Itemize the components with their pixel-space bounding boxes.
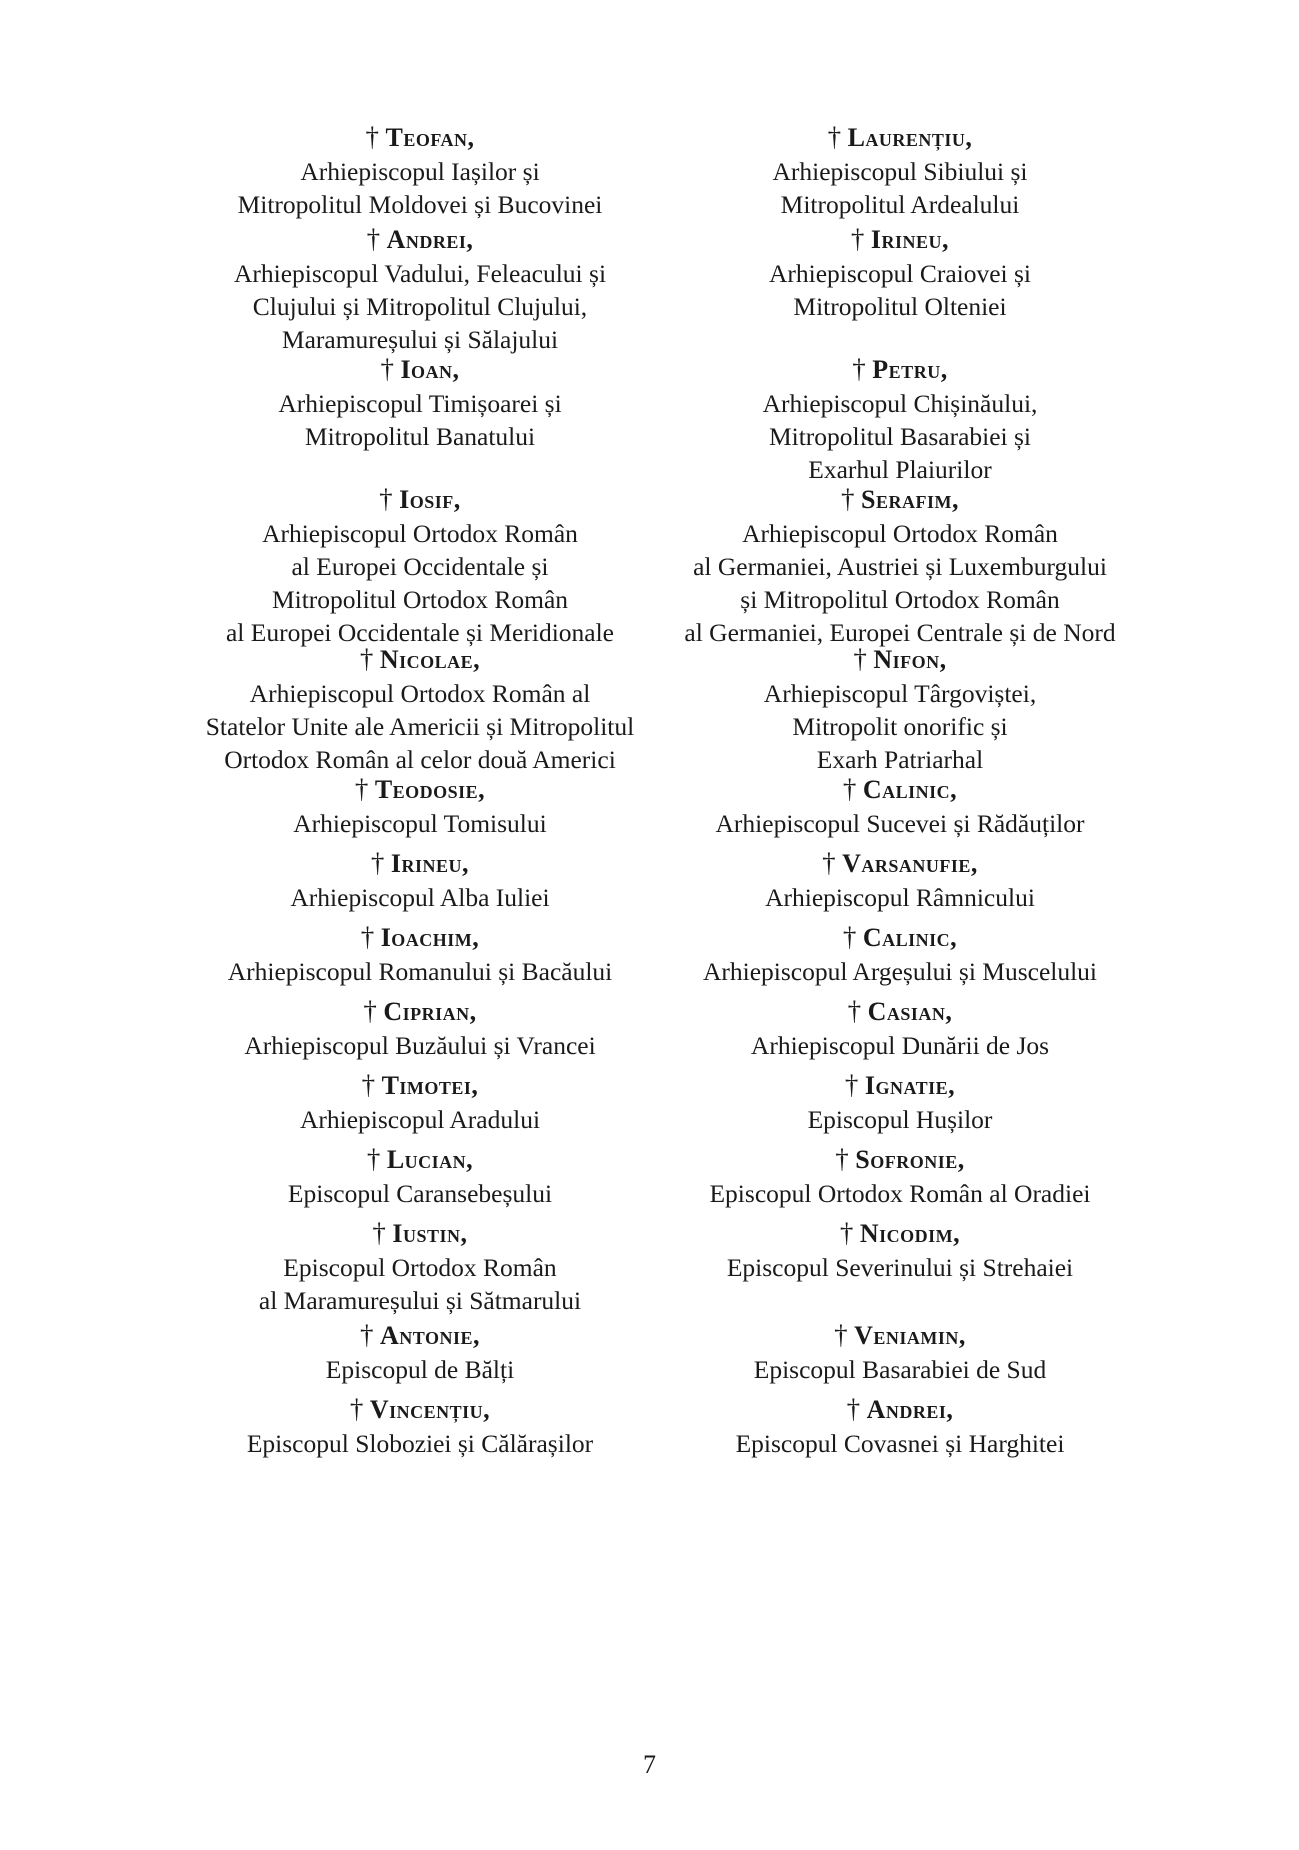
hierarch-title-line: Episcopul Ortodox Român al Oradiei <box>709 1179 1091 1208</box>
cross-icon: † <box>361 1070 376 1100</box>
hierarch-title-line: Arhiepiscopul Ortodox Român al <box>249 679 591 708</box>
hierarch-title-line: Arhiepiscopul Alba Iuliei <box>290 883 550 912</box>
cross-icon: † <box>853 644 868 674</box>
hierarch-entry <box>180 1068 660 1136</box>
page-number: 7 <box>643 1750 656 1779</box>
hierarch-name-text: Iosif, <box>399 485 461 514</box>
hierarch-title-line: Episcopul Covasnei și Harghitei <box>735 1429 1065 1458</box>
cross-icon: † <box>372 1218 387 1248</box>
hierarch-name <box>180 1318 660 1353</box>
hierarch-title-line: Statelor Unite ale Americii și Mitropolitul <box>205 712 635 741</box>
hierarch-name <box>660 920 1140 955</box>
hierarch-title-line: al Germaniei, Europei Centrale și de Nord <box>684 618 1116 647</box>
cross-icon: † <box>360 922 375 952</box>
hierarch-name <box>180 994 660 1029</box>
hierarch-entry <box>660 1392 1140 1460</box>
hierarch-title-line: Arhiepiscopul Buzăului și Vrancei <box>244 1031 596 1060</box>
hierarch-title-line: al Maramureșului și Sătmarului <box>258 1286 582 1315</box>
hierarch-title-line: Episcopul de Bălți <box>325 1355 515 1384</box>
hierarch-title-line: Arhiepiscopul Argeșului și Muscelului <box>702 957 1098 986</box>
hierarch-name <box>180 352 660 387</box>
hierarch-entry <box>180 920 660 988</box>
hierarch-name-text: Antonie, <box>380 1321 480 1350</box>
hierarch-name-text: Ioan, <box>400 355 460 384</box>
hierarch-name-text: Calinic, <box>862 923 958 952</box>
hierarch-entry <box>660 642 1140 776</box>
hierarch-entry <box>660 222 1140 323</box>
hierarch-name-text: Irineu, <box>390 849 470 878</box>
hierarch-name-text: Veniamin, <box>854 1321 966 1350</box>
hierarch-title-line: Episcopul Sloboziei și Călărașilor <box>246 1429 594 1458</box>
hierarch-entry <box>180 1142 660 1210</box>
hierarch-entry <box>660 994 1140 1062</box>
cross-icon: † <box>379 484 394 514</box>
hierarch-name-text: Sofronie, <box>855 1145 965 1174</box>
hierarch-name-text: Calinic, <box>862 775 958 804</box>
hierarch-name-text: Ciprian, <box>383 997 477 1026</box>
cross-icon: † <box>354 774 369 804</box>
cross-icon: † <box>359 644 374 674</box>
hierarch-name-text: Casian, <box>867 997 953 1026</box>
hierarch-entry <box>660 1318 1140 1386</box>
hierarch-entry <box>180 482 660 649</box>
cross-icon: † <box>349 1394 364 1424</box>
cross-icon: † <box>842 922 857 952</box>
hierarch-name <box>660 994 1140 1029</box>
hierarch-entry <box>660 1142 1140 1210</box>
hierarch-title-line: Exarh Patriarhal <box>816 745 984 774</box>
hierarch-title-line: Arhiepiscopul Aradului <box>299 1105 541 1134</box>
cross-icon: † <box>844 1070 859 1100</box>
hierarch-name-text: Nicodim, <box>859 1219 961 1248</box>
hierarch-entry <box>660 1216 1140 1284</box>
hierarch-entry <box>660 772 1140 840</box>
cross-icon: † <box>839 1218 854 1248</box>
hierarch-title-line: Arhiepiscopul Craiovei și <box>768 259 1032 288</box>
cross-icon: † <box>827 122 842 152</box>
hierarch-name <box>180 920 660 955</box>
hierarch-title-line: Arhiepiscopul Ortodox Român <box>742 519 1058 548</box>
hierarch-title-line: Arhiepiscopul Timișoarei și <box>278 389 562 418</box>
hierarch-name-text: Petru, <box>872 355 948 384</box>
hierarch-entry <box>180 352 660 453</box>
hierarch-name-text: Timotei, <box>381 1071 479 1100</box>
hierarch-name-text: Ioachim, <box>380 923 480 952</box>
hierarch-name <box>660 120 1140 155</box>
hierarch-entry <box>660 846 1140 914</box>
cross-icon: † <box>852 354 867 384</box>
hierarch-name-text: Andrei, <box>386 225 474 254</box>
hierarch-title-line: Maramureșului și Sălajului <box>281 325 559 354</box>
hierarch-name <box>180 1068 660 1103</box>
hierarch-title-line: Mitropolitul Olteniei <box>793 292 1007 321</box>
cross-icon: † <box>380 354 395 384</box>
hierarch-title-line: Mitropolitul Moldovei și Bucovinei <box>237 190 603 219</box>
hierarch-name-text: Serafim, <box>861 485 959 514</box>
hierarch-name <box>180 120 660 155</box>
hierarch-title-line: Arhiepiscopul Sucevei și Rădăuților <box>715 809 1085 838</box>
hierarch-title-line: Arhiepiscopul Dunării de Jos <box>750 1031 1050 1060</box>
hierarch-title-line: Arhiepiscopul Tomisului <box>293 809 547 838</box>
hierarch-title-line: Arhiepiscopul Târgoviștei, <box>763 679 1037 708</box>
hierarch-title-line: Arhiepiscopul Iașilor și <box>300 157 540 186</box>
hierarch-name-text: Irineu, <box>870 225 950 254</box>
hierarch-title-line: Mitropolit onorific și <box>792 712 1008 741</box>
cross-icon: † <box>363 996 378 1026</box>
hierarch-name <box>180 846 660 881</box>
hierarch-name <box>660 1216 1140 1251</box>
hierarch-name <box>180 1392 660 1427</box>
hierarch-name <box>180 1216 660 1251</box>
hierarch-title-line: Episcopul Ortodox Român <box>283 1253 557 1282</box>
hierarch-name-text: Lucian, <box>386 1145 474 1174</box>
hierarch-name <box>180 642 660 677</box>
hierarch-title-line: Mitropolitul Banatului <box>304 422 536 451</box>
hierarch-entry <box>180 1318 660 1386</box>
hierarch-name <box>660 482 1140 517</box>
hierarch-name-text: Nifon, <box>873 645 947 674</box>
hierarch-entry <box>180 1216 660 1317</box>
cross-icon: † <box>847 996 862 1026</box>
hierarch-name <box>180 1142 660 1177</box>
hierarch-name <box>180 482 660 517</box>
hierarch-title-line: Arhiepiscopul Chișinăului, <box>762 389 1038 418</box>
hierarch-name-text: Varsanufie, <box>842 849 978 878</box>
hierarch-title-line: Arhiepiscopul Ortodox Român <box>262 519 578 548</box>
cross-icon: † <box>370 848 385 878</box>
hierarch-title-line: Mitropolitul Ardealului <box>780 190 1020 219</box>
hierarch-name <box>180 222 660 257</box>
hierarch-name <box>660 1318 1140 1353</box>
hierarch-entry <box>180 642 660 776</box>
hierarch-title-line: al Europei Occidentale și Meridionale <box>225 618 615 647</box>
hierarch-title-line: și Mitropolitul Ortodox Român <box>740 585 1060 614</box>
hierarch-name-text: Teodosie, <box>374 775 486 804</box>
hierarch-name <box>660 1392 1140 1427</box>
cross-icon: † <box>850 224 865 254</box>
hierarch-name <box>660 846 1140 881</box>
cross-icon: † <box>846 1394 861 1424</box>
hierarch-entry <box>660 1068 1140 1136</box>
hierarch-title-line: Arhiepiscopul Sibiului și <box>772 157 1028 186</box>
hierarch-title-line: al Europei Occidentale și <box>291 552 549 581</box>
hierarch-title-line: Mitropolitul Ortodox Român <box>271 585 569 614</box>
hierarch-entry <box>180 846 660 914</box>
hierarch-name <box>660 1142 1140 1177</box>
hierarch-title-line: Mitropolitul Basarabiei și <box>768 422 1032 451</box>
hierarch-entry <box>660 352 1140 486</box>
hierarch-entry <box>660 120 1140 221</box>
hierarch-entry <box>180 120 660 221</box>
hierarch-entry <box>180 222 660 356</box>
cross-icon: † <box>842 774 857 804</box>
hierarch-title-line: Episcopul Hușilor <box>807 1105 993 1134</box>
cross-icon: † <box>366 1144 381 1174</box>
hierarch-entry <box>180 1392 660 1460</box>
cross-icon: † <box>835 1144 850 1174</box>
hierarch-name-text: Laurențiu, <box>847 123 973 152</box>
hierarch-name-text: Iustin, <box>392 1219 468 1248</box>
hierarch-title-line: Arhiepiscopul Râmnicului <box>765 883 1035 912</box>
cross-icon: † <box>834 1320 849 1350</box>
hierarch-title-line: Exarhul Plaiurilor <box>808 455 992 484</box>
hierarch-name <box>660 352 1140 387</box>
hierarch-name-text: Nicolae, <box>379 645 481 674</box>
hierarch-name-text: Andrei, <box>866 1395 954 1424</box>
hierarch-title-line: Episcopul Basarabiei de Sud <box>753 1355 1047 1384</box>
hierarch-name-text: Teofan, <box>385 123 475 152</box>
hierarch-name <box>180 772 660 807</box>
hierarch-name-text: Ignatie, <box>864 1071 956 1100</box>
hierarch-title-line: Episcopul Severinului și Strehaiei <box>726 1253 1074 1282</box>
hierarch-title-line: Ortodox Român al celor două Americi <box>224 745 616 774</box>
hierarch-name-text: Vincențiu, <box>369 1395 491 1424</box>
hierarch-name <box>660 642 1140 677</box>
cross-icon: † <box>366 224 381 254</box>
cross-icon: † <box>360 1320 375 1350</box>
hierarch-title-line: Clujului și Mitropolitul Clujului, <box>252 292 588 321</box>
cross-icon: † <box>822 848 837 878</box>
hierarch-name <box>660 222 1140 257</box>
hierarch-entry <box>180 772 660 840</box>
hierarch-entry <box>180 994 660 1062</box>
hierarch-name <box>660 1068 1140 1103</box>
hierarch-title-line: Arhiepiscopul Romanului și Bacăului <box>227 957 613 986</box>
hierarch-title-line: Episcopul Caransebeșului <box>287 1179 553 1208</box>
hierarch-entry <box>660 482 1140 649</box>
cross-icon: † <box>365 122 380 152</box>
hierarch-entry <box>660 920 1140 988</box>
hierarch-title-line: al Germaniei, Austriei și Luxemburgului <box>693 552 1107 581</box>
hierarch-title-line: Arhiepiscopul Vadului, Feleacului și <box>233 259 607 288</box>
cross-icon: † <box>841 484 856 514</box>
hierarch-name <box>660 772 1140 807</box>
